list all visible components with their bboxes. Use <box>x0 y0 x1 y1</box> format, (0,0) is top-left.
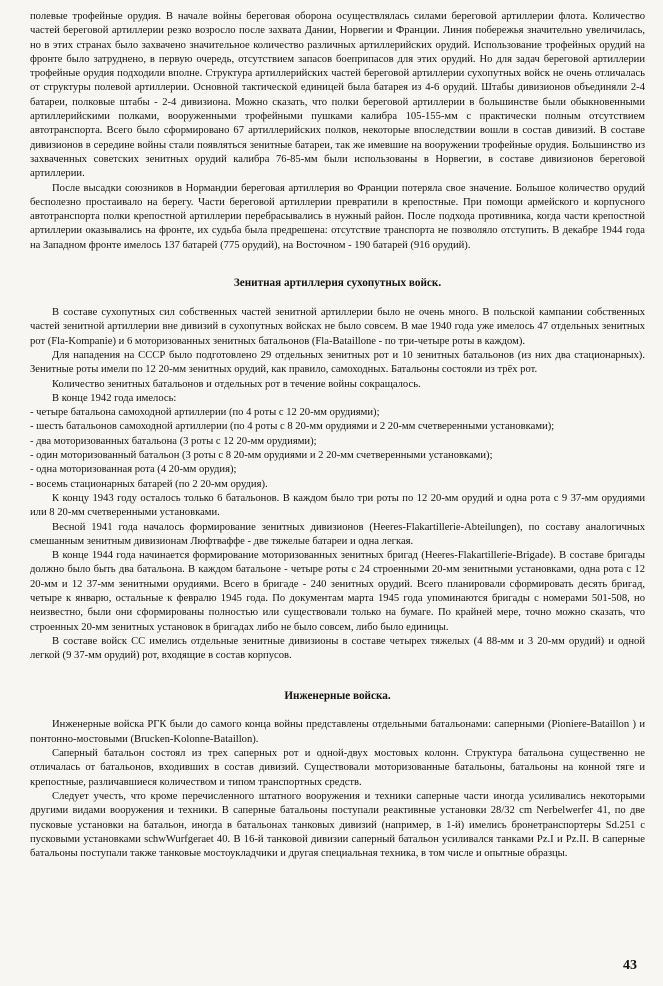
paragraph: полевые трофейные орудия. В начале войны береговая оборона осуществлялась силами береговой артиллерии флота. Количество частей береговой артиллерии резко возросло после захвата Дании, Норвегии и Франции. Линия побережья значительно увеличилась, но в этих странах было захвачено значительное количество различных артиллерийских орудий. Использование трофейных орудий на фронте было затруднено, в первую очередь, отсутствием запасов боеприпасов для этих орудий. Но для задач береговой артиллерии трофейные орудия подходили вполне. Структура артиллерийских частей береговой артиллерии сухопутных войск не очень отличалась от структуры полевой артиллерии. Основной тактической единицей была батарея из 4-6 орудий. Штабы дивизионов объединяли 2-4 батареи, полковые штабы - 2-4 дивизиона. Можно сказать, что полки береговой артиллерии в большинстве были обыкновенными артиллерийскими полками, вооруженными трофейными пушками калибра 105-155-мм с практически полным отсутствием автотранспорта. Всего было сформировано 67 артиллерийских полков, некоторые впоследствии вошли в состав дивизий. В составе дивизионов в середине войны стали появляться зенитные батареи, так же имевшие на вооружении трофейные орудия. Большинство из захваченных советских зенитных орудий калибра 76-85-мм были использованы в Норвегии, в составе дивизионов береговой артиллерии. <box>30 11 645 180</box>
section-heading-antiaircraft: Зенитная артиллерия сухопутных войск. <box>233 277 442 290</box>
paragraph: К концу 1943 году осталось только 6 батальонов. В каждом было три роты по 12 20-мм орудий и одна рота с 9 37-мм орудиями или 8 20-мм счетверенными установками. <box>30 492 645 519</box>
page-number: 43 <box>623 958 637 973</box>
section-heading-engineers: Инженерные войска. <box>284 690 391 703</box>
list-item: - два моторизованных батальона (3 роты с 12 20-мм орудиями); <box>30 435 317 447</box>
paragraph: После высадки союзников в Нормандии береговая артиллерия во Франции потеряла свое значение. Большое количество орудий бесполезно простаивало на берегу. Части береговой артиллерии превратили в крепостные. При помощи армейского и корпусного автотранспорта полки крепостной артиллерии перебрасывались в нужный район. После подхода противника, когда части крепостной артиллерии оказывались на фронте, их судьба была предрешена: отсутствие транспорта не позволяло отступить. В декабре 1944 года на Западном фронте имелось 137 батарей (775 орудий), на Восточном - 190 батарей (916 орудий). <box>30 182 645 251</box>
paragraph: В конце 1942 года имелось: <box>52 392 177 404</box>
section-engineers <box>30 718 645 861</box>
paragraph: В составе войск СС имелись отдельные зенитные дивизионы в составе четырех тяжелых (4 88-мм и 3 20-мм орудий) и одной легкой (9 37-мм орудий) рот, входящие в состав корпусов. <box>30 635 645 662</box>
unit-list <box>30 406 645 492</box>
paragraph: Инженерные войска РГК были до самого конца войны представлены отдельными батальонами: саперными (Pioniere-Bataillon ) и понтонно-мостовыми (Brucken-Kolonne-Bataillon). <box>30 719 645 745</box>
paragraph: В конце 1944 года начинается формирование моторизованных зенитных бригад (Heeres-Flakartillerie-Brigade). В составе бригады должно было быть два батальона. В каждом батальоне - четыре роты с 24 строенными 20-мм зенитными установками, одна рота с 12 20-мм и 12 37-мм зенитными орудиями. Всего в бригаде - 240 зенитных орудий. Всего планировали сформировать десять бригад, четыре к январю, остальные к февралю 1945 года. По документам марта 1945 года упоминаются бригады с номерами 501-508, но неизвестно, были они сформированы полностью или существовали только на бумаге. По крайней мере, точно можно сказать, что строенных 20-мм зенитных установок в бригадах либо не было совсем, либо было единицы. <box>30 550 645 633</box>
paragraph: Для нападения на СССР было подготовлено 29 отдельных зенитных рот и 10 зенитных батальонов (из них два стационарных). Зенитные роты имели по 12 20-мм зенитных орудий, как правило, самоходных. Батальоны состояли из трёх рот. <box>30 349 645 376</box>
paragraph: Количество зенитных батальонов и отдельных рот в течение войны сокращалось. <box>52 378 421 390</box>
list-item: - четыре батальона самоходной артиллерии (по 4 роты с 12 20-мм орудиями); <box>30 407 380 419</box>
list-item: - один моторизованный батальон (3 роты с 8 20-мм орудиями и 2 20-мм счетверенными установками); <box>30 450 493 462</box>
list-item: - шесть батальонов самоходной артиллерии (по 4 роты с 8 20-мм орудиями и 2 20-мм счетверенными установками); <box>30 421 555 433</box>
paragraph: Саперный батальон состоял из трех саперных рот и одной-двух мостовых колонн. Структура батальона существенно не отличалась от батальонов, входивших в состав дивизий. Существовали моторизованные батальоны, батальоны на конной тяге и крепостные, различавшиеся количеством и типом транспортных средств. <box>30 748 645 788</box>
paragraph: Весной 1941 года началось формирование зенитных дивизионов (Heeres-Flakartillerie-Abteilungen), по составу аналогичных смешанным зенитным дивизионам Люфтваффе - две тяжелые батареи и одна легкая. <box>30 521 645 547</box>
paragraph: Следует учесть, что кроме перечисленного штатного вооружения и техники саперные части иногда усиливались некоторыми другими видами вооружения и техники. В саперные батальоны поступали реактивные установки 28/32 cm Nerbelwerfer 41, по две пусковые установки на батальон, иногда в батальонах танковых дивизий (например, в 1-й) имелись бронетранспортеры Sd.251 с пусковыми установками schwWurfgeraet 40. В 16-й танковой дивизии саперный батальон усиливался танками Pz.I и Pz.II. В саперные батальоны поступали также танковые мостоукладчики и другая специальная техника, в том числе и опытные образцы. <box>30 790 645 860</box>
section-artillery-intro <box>30 10 645 253</box>
list-item: - одна моторизованная рота (4 20-мм орудия); <box>30 464 237 476</box>
section-antiaircraft <box>30 306 645 663</box>
paragraph: В составе сухопутных сил собственных частей зенитной артиллерии было не очень много. В польской кампании собственных частей зенитной артиллерии вне дивизий в сухопутных войсках не было совсем. В мае 1940 года уже имелось 47 отдельных зенитных рот (Fla-Kompanie) и 6 моторизованных зенитных батальонов (Fla-Bataillone - по три-четыре роты в каждом). <box>30 307 645 347</box>
list-item: - восемь стационарных батарей (по 2 20-мм орудия). <box>30 478 268 490</box>
